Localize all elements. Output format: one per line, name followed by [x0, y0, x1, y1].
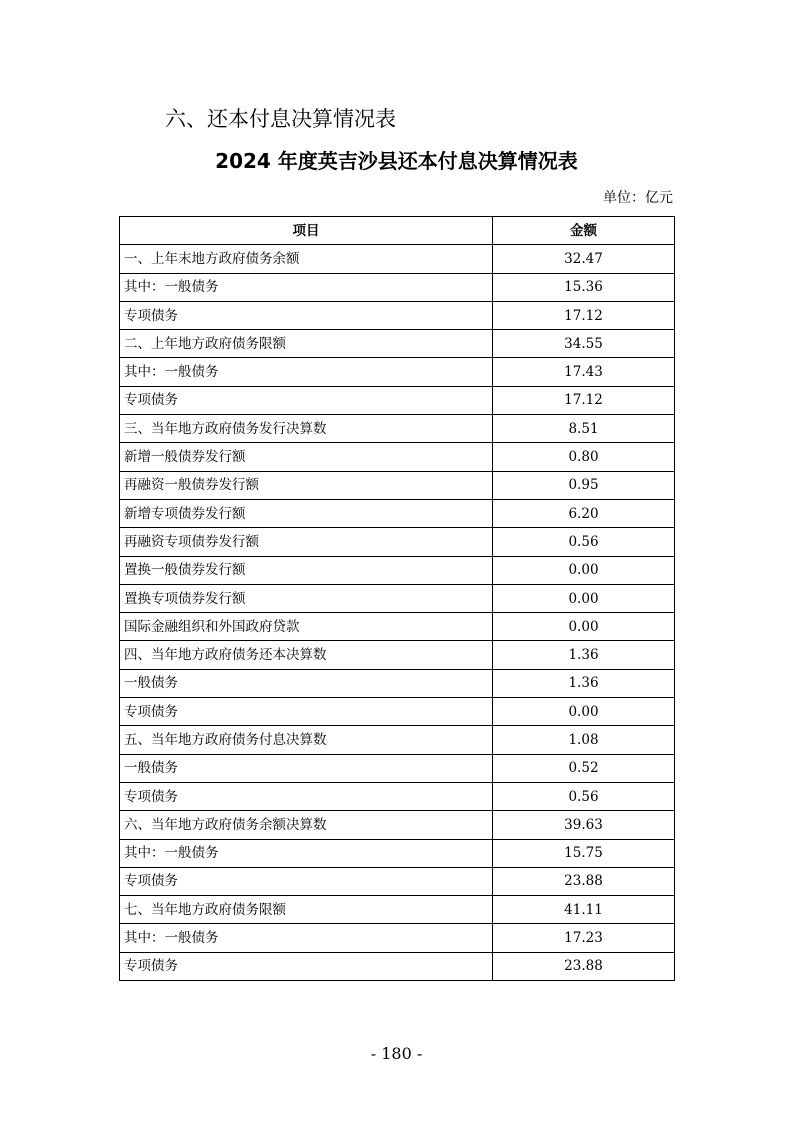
table-row: [120, 754, 675, 782]
row-amount-value: 23.88: [493, 867, 675, 895]
table-row: [120, 499, 675, 527]
row-amount-value: 8.51: [493, 415, 675, 443]
row-item-label: 专项债务: [120, 867, 493, 895]
table-row: [120, 386, 675, 414]
unit-label: 单位：亿元: [603, 190, 673, 206]
table-header-row: [120, 217, 675, 245]
row-item-label: 一、上年末地方政府债务余额: [120, 245, 493, 273]
debt-table: [119, 216, 675, 981]
row-amount-value: 0.52: [493, 754, 675, 782]
row-amount-value: 34.55: [493, 330, 675, 358]
table-row: [120, 698, 675, 726]
row-item-label: 一般债务: [120, 669, 493, 697]
row-item-label: 二、上年地方政府债务限额: [120, 330, 493, 358]
section-heading: 六、还本付息决算情况表: [165, 107, 396, 131]
table-row: [120, 245, 675, 273]
row-item-label: 国际金融组织和外国政府贷款: [120, 613, 493, 641]
row-amount-value: 0.00: [493, 698, 675, 726]
row-amount-value: 17.12: [493, 301, 675, 329]
row-amount-value: 0.00: [493, 584, 675, 612]
row-item-label: 一般债务: [120, 754, 493, 782]
column-header-item: 项目: [120, 217, 493, 245]
page-number: - 180 -: [370, 1044, 423, 1063]
row-item-label: 专项债务: [120, 301, 493, 329]
table-row: [120, 358, 675, 386]
table-row: [120, 415, 675, 443]
row-item-label: 置换一般债券发行额: [120, 556, 493, 584]
table-row: [120, 811, 675, 839]
row-amount-value: 0.95: [493, 471, 675, 499]
row-amount-value: 1.08: [493, 726, 675, 754]
row-amount-value: 17.43: [493, 358, 675, 386]
table-row: [120, 471, 675, 499]
row-item-label: 五、当年地方政府债务付息决算数: [120, 726, 493, 754]
row-item-label: 其中：一般债务: [120, 839, 493, 867]
row-amount-value: 0.56: [493, 528, 675, 556]
row-amount-value: 1.36: [493, 669, 675, 697]
row-item-label: 四、当年地方政府债务还本决算数: [120, 641, 493, 669]
table-row: [120, 613, 675, 641]
row-amount-value: 39.63: [493, 811, 675, 839]
row-item-label: 再融资专项债券发行额: [120, 528, 493, 556]
row-amount-value: 32.47: [493, 245, 675, 273]
table-row: [120, 556, 675, 584]
row-amount-value: 41.11: [493, 896, 675, 924]
row-item-label: 专项债务: [120, 698, 493, 726]
row-amount-value: 0.00: [493, 556, 675, 584]
row-item-label: 专项债务: [120, 952, 493, 980]
row-item-label: 其中：一般债务: [120, 358, 493, 386]
table-row: [120, 896, 675, 924]
table-row: [120, 584, 675, 612]
row-amount-value: 1.36: [493, 641, 675, 669]
row-item-label: 新增专项债券发行额: [120, 499, 493, 527]
page-title: 2024 年度英吉沙县还本付息决算情况表: [215, 149, 578, 173]
row-item-label: 置换专项债券发行额: [120, 584, 493, 612]
table-row: [120, 782, 675, 810]
row-amount-value: 23.88: [493, 952, 675, 980]
table-row: [120, 924, 675, 952]
row-item-label: 六、当年地方政府债务余额决算数: [120, 811, 493, 839]
table-row: [120, 669, 675, 697]
table-row: [120, 528, 675, 556]
table-row: [120, 330, 675, 358]
table-row: [120, 443, 675, 471]
row-item-label: 三、当年地方政府债务发行决算数: [120, 415, 493, 443]
row-amount-value: 0.80: [493, 443, 675, 471]
row-amount-value: 6.20: [493, 499, 675, 527]
row-item-label: 新增一般债券发行额: [120, 443, 493, 471]
row-amount-value: 0.00: [493, 613, 675, 641]
table-row: [120, 726, 675, 754]
column-header-amount: 金额: [493, 217, 675, 245]
table-row: [120, 867, 675, 895]
row-item-label: 其中：一般债务: [120, 924, 493, 952]
row-amount-value: 17.23: [493, 924, 675, 952]
row-item-label: 专项债务: [120, 386, 493, 414]
table-row: [120, 273, 675, 301]
table-row: [120, 839, 675, 867]
row-item-label: 专项债务: [120, 782, 493, 810]
row-amount-value: 15.36: [493, 273, 675, 301]
row-amount-value: 0.56: [493, 782, 675, 810]
row-item-label: 其中：一般债务: [120, 273, 493, 301]
row-amount-value: 17.12: [493, 386, 675, 414]
table-body: [120, 245, 675, 981]
table-row: [120, 952, 675, 980]
table-row: [120, 301, 675, 329]
row-amount-value: 15.75: [493, 839, 675, 867]
row-item-label: 再融资一般债券发行额: [120, 471, 493, 499]
table-row: [120, 641, 675, 669]
row-item-label: 七、当年地方政府债务限额: [120, 896, 493, 924]
